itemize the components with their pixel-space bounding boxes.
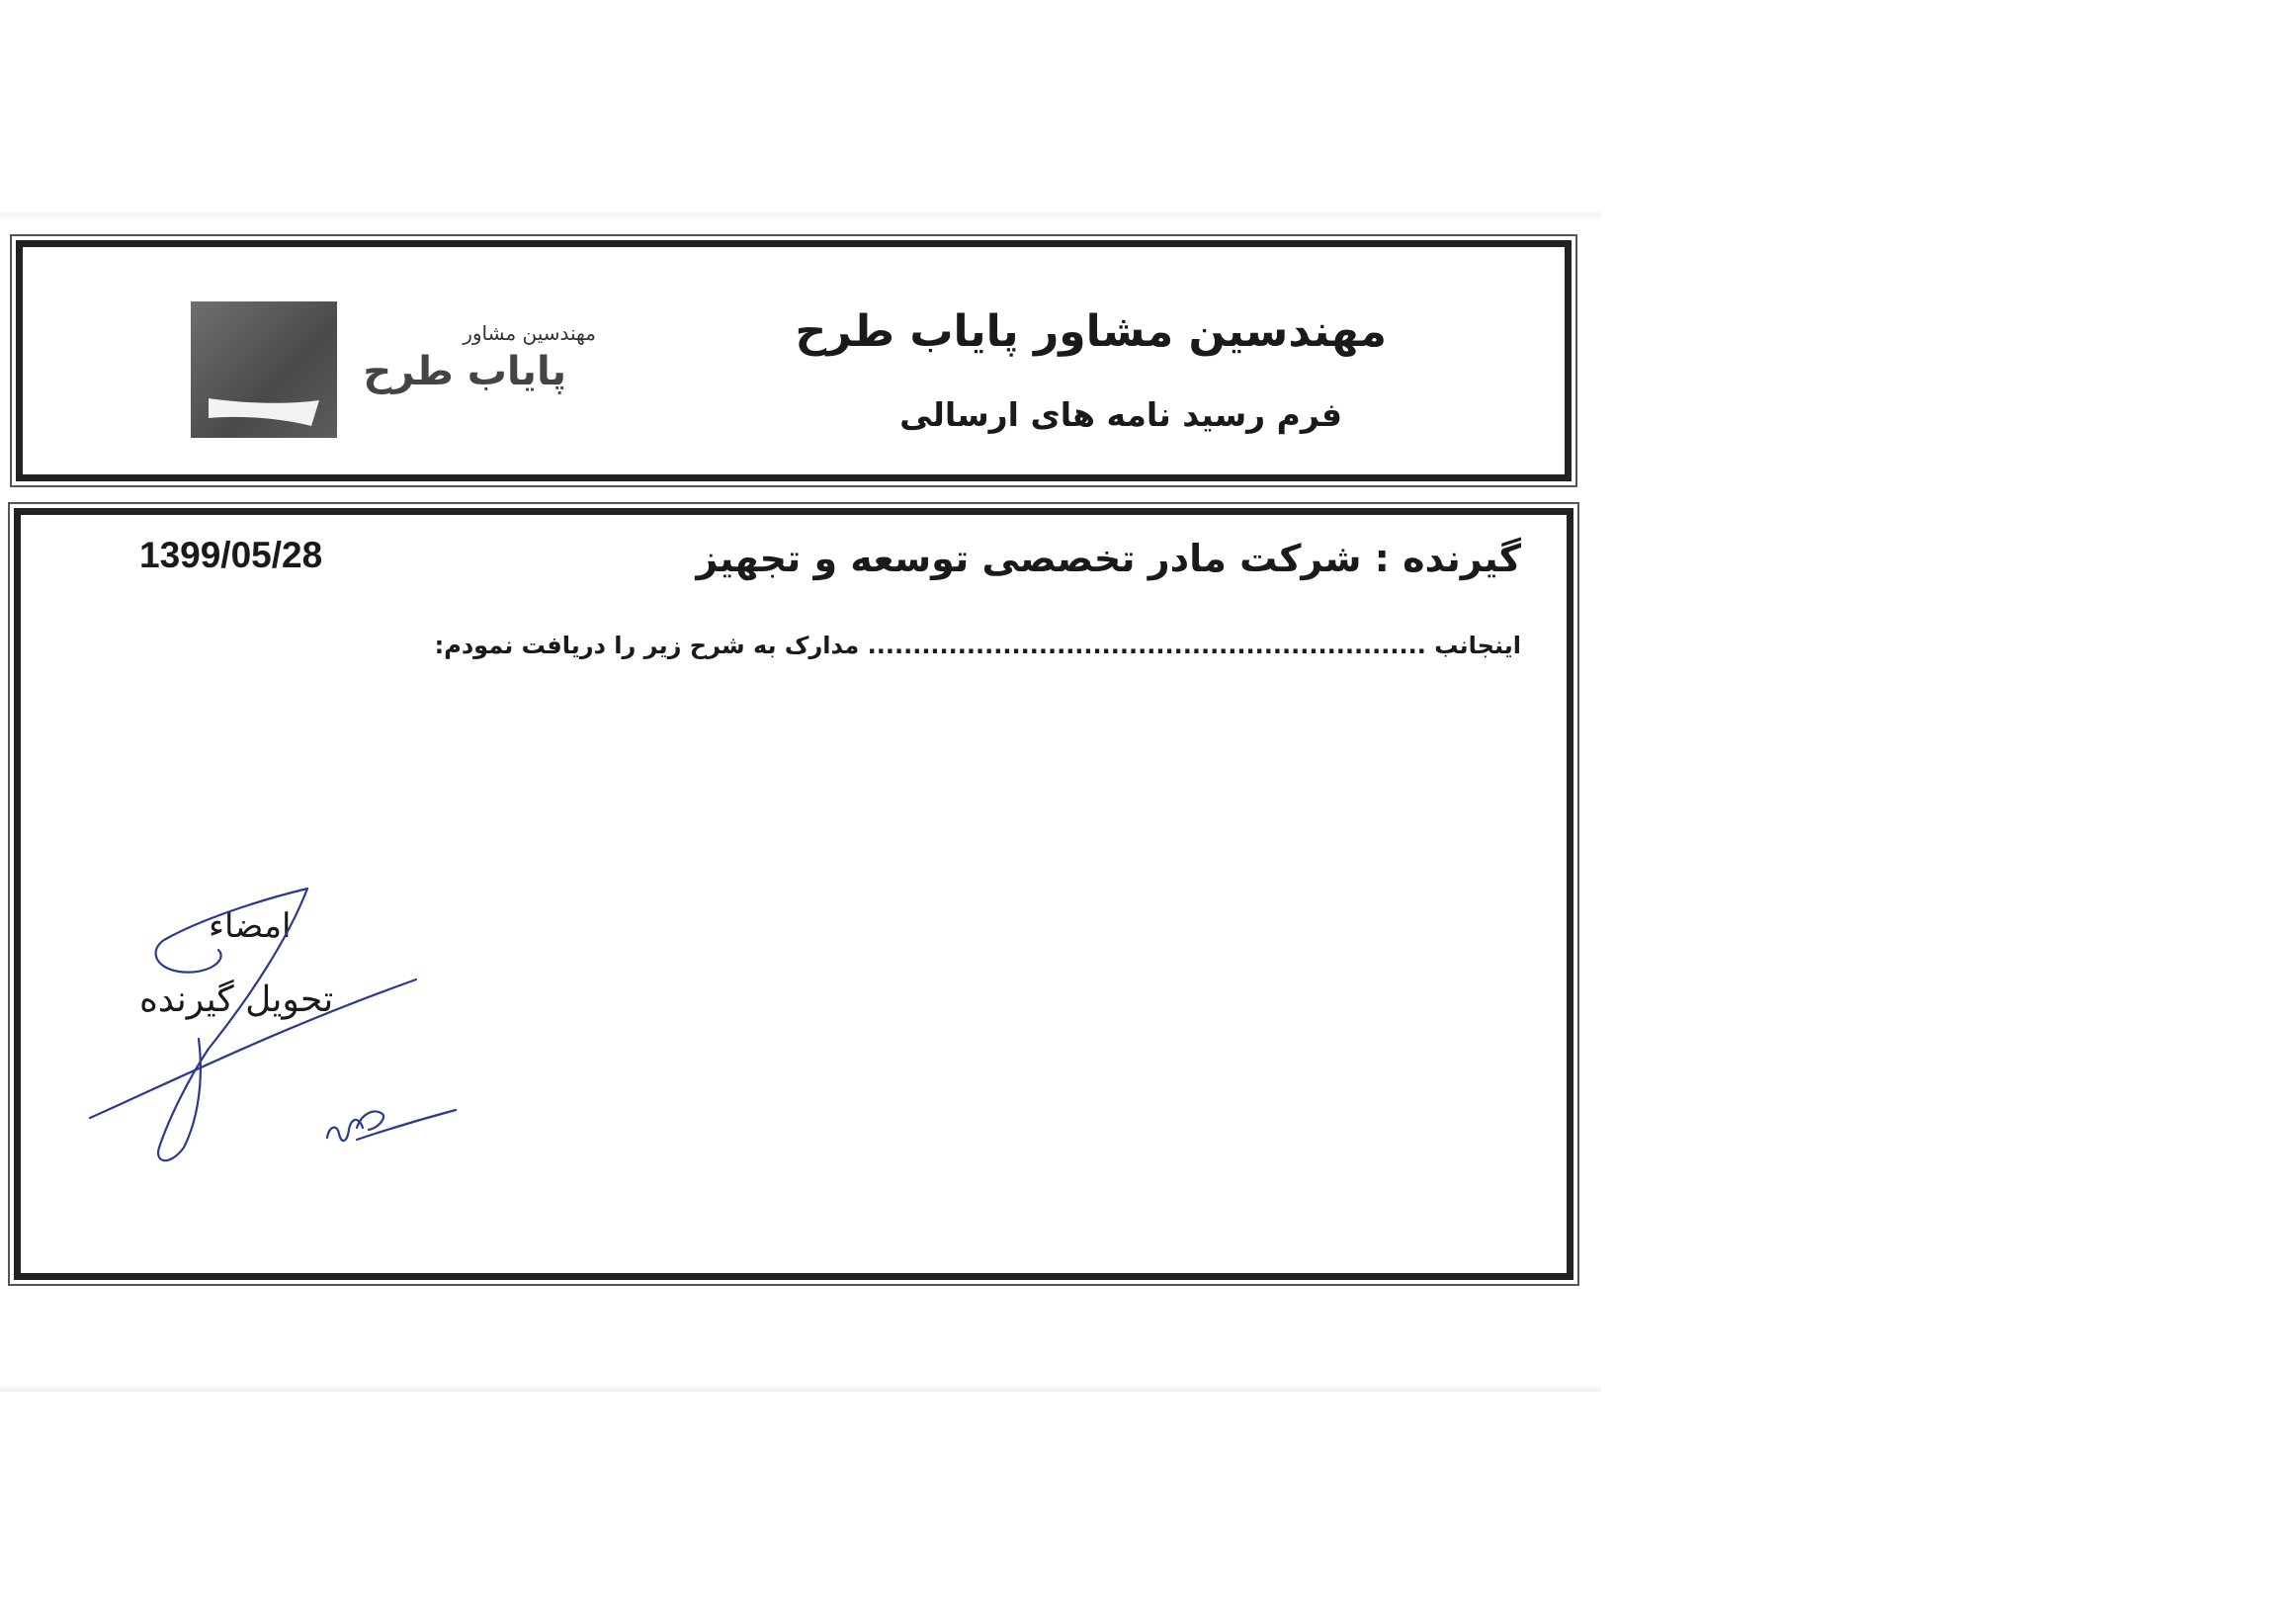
signature-area xyxy=(60,881,475,1177)
scan-edge-bottom xyxy=(0,1384,1601,1392)
logo-swoosh-icon xyxy=(191,301,337,438)
signature-label: امضاء xyxy=(209,906,292,946)
receipt-box xyxy=(14,508,1573,1280)
company-logo-wordmark xyxy=(359,321,596,420)
declaration-suffix: مدارک به شرح زیر را دریافت نمودم: xyxy=(434,632,860,659)
company-logo-mark xyxy=(191,301,337,438)
letterhead-box xyxy=(16,240,1572,481)
scan-edge-top xyxy=(0,213,1601,222)
company-name: مهندسین مشاور پایاب طرح xyxy=(795,306,1387,357)
receiver-label: تحویل گیرنده xyxy=(139,980,334,1020)
logo-big-text: پایاب طرح xyxy=(363,349,566,394)
logo-small-text: مهندسین مشاور xyxy=(463,321,596,345)
receipt-date: 1399/05/28 xyxy=(139,535,323,575)
recipient-line: گیرنده : شرکت مادر تخصصی توسعه و تجهیز xyxy=(696,537,1521,580)
declaration-prefix: اینجانب xyxy=(1434,632,1521,659)
form-title: فرم رسید نامه های ارسالی xyxy=(899,395,1342,434)
declaration-blank: .............................................................. xyxy=(867,632,1426,659)
handwritten-signature xyxy=(60,881,475,1177)
